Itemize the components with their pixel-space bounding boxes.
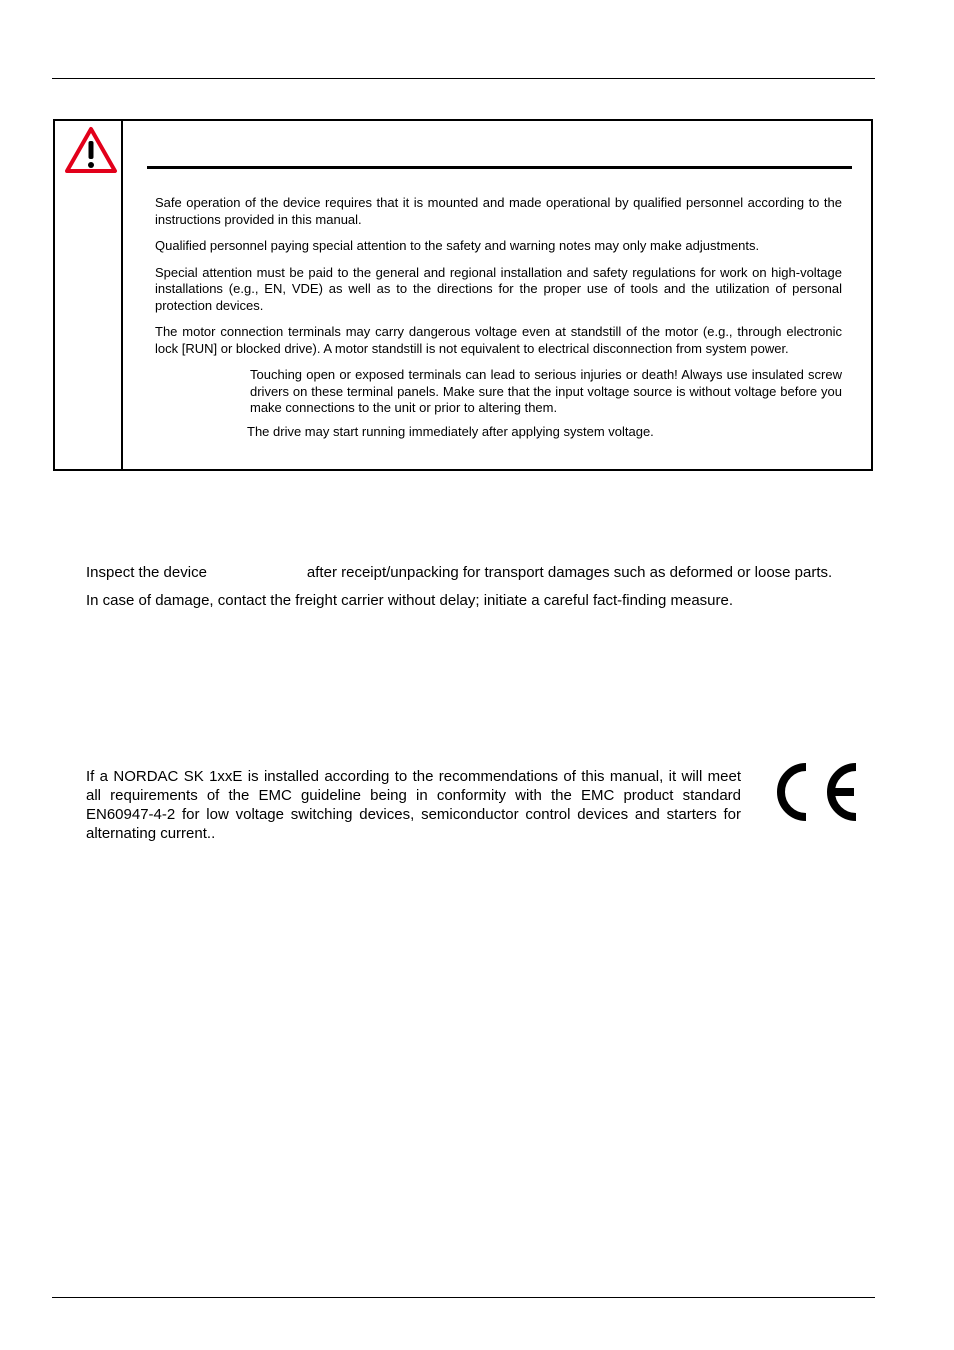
warning-body (155, 195, 842, 450)
emc-paragraph: If a NORDAC SK 1xxE is installed according to the recommendations of this manual, it will meet all requirements of the EMC guideline being in conformity with the EMC product standard EN60947-4-2 for low voltage switching devices, semiconductor control devices and starters for alternating current.. (86, 768, 741, 842)
warning-paragraph: Touching open or exposed terminals can lead to serious injuries or death! Always use insulated screw drivers on these terminal panels. Make sure that the input voltage source is without voltage before you make connections to the unit or prior to altering them. (250, 367, 842, 415)
ce-mark-icon (768, 761, 860, 823)
header-rule (52, 78, 875, 79)
warning-box (53, 119, 873, 471)
inspection-text-start: Inspect the device (86, 564, 207, 581)
warning-icon-column (55, 121, 123, 469)
warning-paragraph: Special attention must be paid to the general and regional installation and safety regulations for work on high-voltage installations (e.g., EN, VDE) as well as to the directions for the proper use of tools and the utilization of personal protection devices. (155, 264, 842, 313)
warning-paragraph: The motor connection terminals may carry dangerous voltage even at standstill of the motor (e.g., through electronic lock [RUN] or blocked drive). A motor standstill is not equivalent to electrical disconnection from system power. (155, 324, 842, 356)
warning-paragraph: Safe operation of the device requires that it is mounted and made operational by qualified personnel according to the instructions provided in this manual. (155, 195, 842, 227)
warning-triangle-icon (64, 125, 118, 175)
inspection-text-end: after receipt/unpacking for transport damages such as deformed or loose parts. (306, 564, 833, 581)
warning-title-rule (147, 166, 852, 169)
warning-paragraph: Qualified personnel paying special attention to the safety and warning notes may only make adjustments. (155, 238, 760, 253)
warning-paragraph: The drive may start running immediately after applying system voltage. (247, 423, 654, 439)
damage-paragraph: In case of damage, contact the freight carrier without delay; initiate a careful fact-finding measure. (86, 592, 734, 609)
inspection-paragraph (86, 563, 866, 582)
footer-rule (52, 1297, 875, 1298)
